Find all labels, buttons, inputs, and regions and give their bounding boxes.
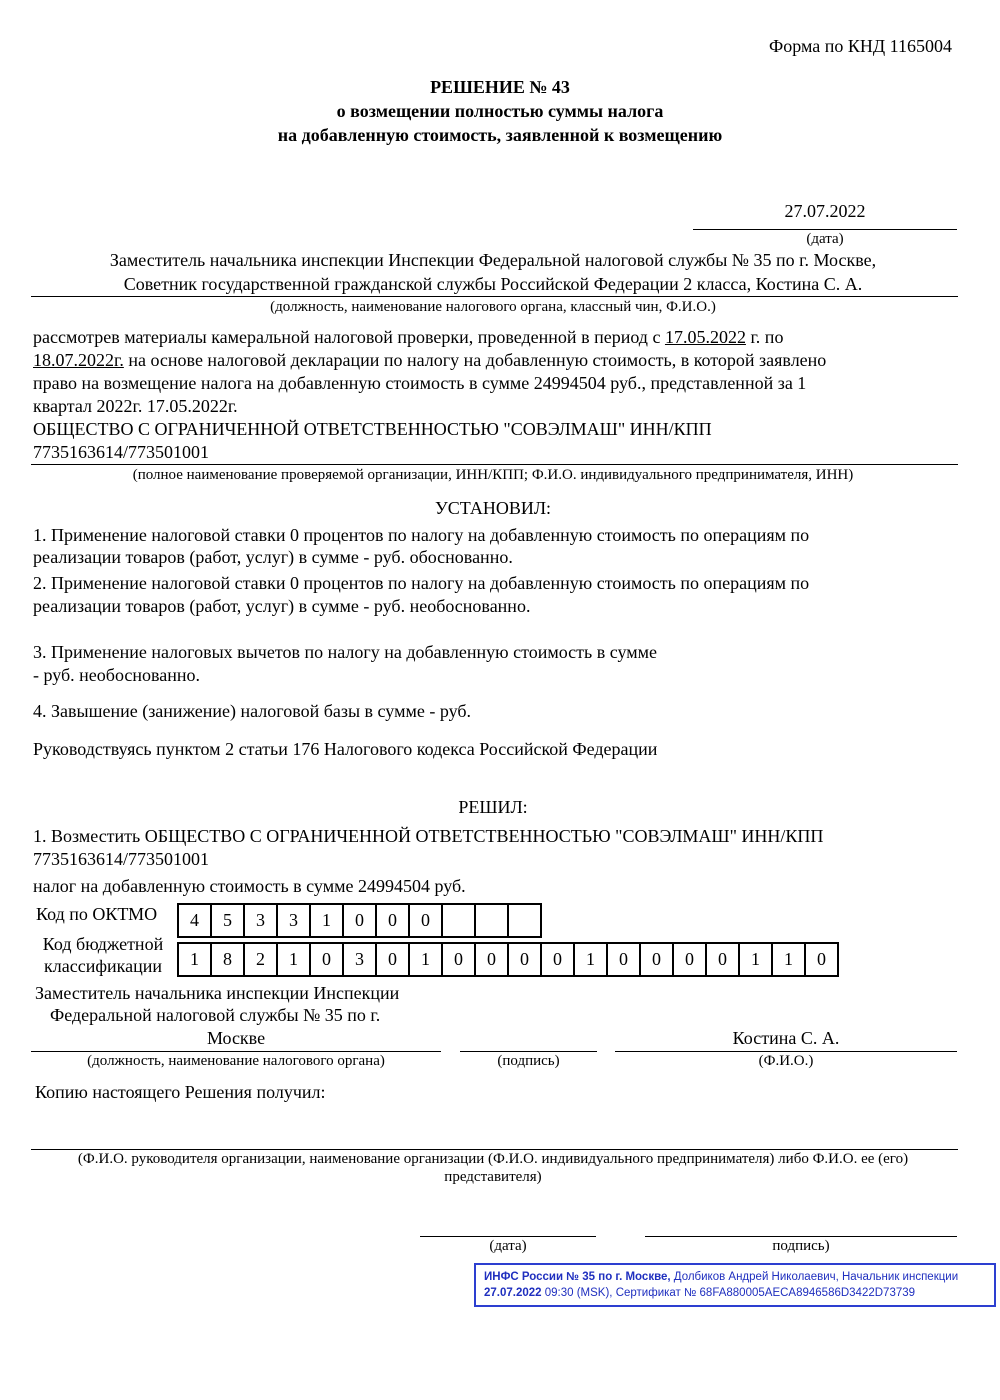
kbk-digit-cell: 1 <box>276 942 311 977</box>
oktmo-digit-cell: 1 <box>309 903 344 938</box>
kbk-digit-cell: 0 <box>639 942 674 977</box>
review-period-end: 18.07.2022г. <box>33 350 124 370</box>
title-subtitle-1: о возмещении полностью суммы налога <box>336 101 664 121</box>
established-p3-line-2: - руб. необоснованно. <box>33 665 201 685</box>
name-caption: (Ф.И.О.) <box>758 1053 814 1069</box>
copy-signature-line <box>645 1236 957 1237</box>
kbk-digit-cell: 0 <box>606 942 641 977</box>
established-p1-line-2: реализации товаров (работ, услуг) в сумме - руб. обоснованно. <box>33 547 513 567</box>
date-caption: (дата) <box>806 231 844 247</box>
kbk-digit-cell: 0 <box>540 942 575 977</box>
org-line-2: 7735163614/773501001 <box>33 442 210 462</box>
e-signature-stamp <box>474 1263 996 1307</box>
signer-position-line-3: Москве <box>206 1028 266 1048</box>
oktmo-digit-cell <box>474 903 509 938</box>
kbk-digit-cell: 0 <box>705 942 740 977</box>
established-heading: УСТАНОВИЛ: <box>434 498 552 518</box>
decided-line-2: 7735163614/773501001 <box>33 849 210 869</box>
kbk-digit-cell: 1 <box>738 942 773 977</box>
review-period-start: 17.05.2022 <box>664 327 746 347</box>
kbk-digit-cell: 0 <box>375 942 410 977</box>
oktmo-code-cells <box>177 903 540 938</box>
official-line <box>31 296 958 297</box>
review-text-1a: рассмотрев материалы камеральной налоговой проверки, проведенной в период с <box>33 327 665 347</box>
org-line <box>31 464 958 465</box>
kbk-code-cells <box>177 942 837 977</box>
kbk-digit-cell: 0 <box>507 942 542 977</box>
review-line-2 <box>33 350 826 371</box>
oktmo-digit-cell: 0 <box>342 903 377 938</box>
established-p1-line-1: 1. Применение налоговой ставки 0 процентов по налогу на добавленную стоимость по операциям по <box>33 525 810 545</box>
kbk-digit-cell: 1 <box>408 942 443 977</box>
kbk-digit-cell: 0 <box>672 942 707 977</box>
position-line <box>31 1051 441 1052</box>
form-code: Форма по КНД 1165004 <box>769 36 952 56</box>
oktmo-digit-cell: 0 <box>408 903 443 938</box>
guided-by: Руководствуясь пунктом 2 статьи 176 Налогового кодекса Российской Федерации <box>33 739 658 759</box>
review-text-1b: г. по <box>745 327 784 347</box>
review-line-1 <box>33 327 783 348</box>
recipient-caption-line-1: (Ф.И.О. руководителя организации, наименование организации (Ф.И.О. индивидуального предпринимателя) либо Ф.И.О. ее (его) <box>77 1151 909 1167</box>
review-text-2b: на основе налоговой декларации по налогу на добавленную стоимость, в которой заявлено <box>123 350 827 370</box>
signature-line <box>460 1051 597 1052</box>
kbk-digit-cell: 1 <box>771 942 806 977</box>
official-line-1: Заместитель начальника инспекции Инспекции Федеральной налоговой службы № 35 по г. Москве, <box>109 250 877 270</box>
oktmo-label: Код по ОКТМО <box>36 904 158 924</box>
kbk-digit-cell: 1 <box>177 942 212 977</box>
kbk-label-line-2: классификации <box>44 956 162 976</box>
oktmo-digit-cell <box>507 903 542 938</box>
decided-heading: РЕШИЛ: <box>458 797 528 817</box>
kbk-digit-cell: 2 <box>243 942 278 977</box>
stamp-org: ИНФС России № 35 по г. Москве, <box>484 1271 671 1283</box>
title-number: РЕШЕНИЕ № 43 <box>430 77 570 97</box>
review-line-4: квартал 2022г. 17.05.2022г. <box>33 396 238 416</box>
title-subtitle-2: на добавленную стоимость, заявленной к возмещению <box>277 125 723 145</box>
stamp-time-cert: 09:30 (MSK), Сертификат № 68FA880005AECA8946586D3422D73739 <box>541 1287 916 1299</box>
kbk-digit-cell: 3 <box>342 942 377 977</box>
stamp-line-2 <box>484 1285 986 1301</box>
established-p2-line-2: реализации товаров (работ, услуг) в сумме - руб. необоснованно. <box>33 596 531 616</box>
kbk-digit-cell: 0 <box>804 942 839 977</box>
established-p2-line-1: 2. Применение налоговой ставки 0 процентов по налогу на добавленную стоимость по операциям по <box>33 573 810 593</box>
kbk-digit-cell: 8 <box>210 942 245 977</box>
copy-signature-caption: подпись) <box>772 1238 830 1254</box>
oktmo-digit-cell: 0 <box>375 903 410 938</box>
established-p4: 4. Завышение (занижение) налоговой базы в сумме - руб. <box>33 701 472 721</box>
review-line-3: право на возмещение налога на добавленную стоимость в сумме 24994504 руб., представленной за 1 <box>33 373 807 393</box>
copy-date-caption: (дата) <box>489 1238 527 1254</box>
signer-position-line-2: Федеральной налоговой службы № 35 по г. <box>50 1005 381 1025</box>
established-p3-line-1: 3. Применение налоговых вычетов по налогу на добавленную стоимость в сумме <box>33 642 658 662</box>
signer-position-line-1: Заместитель начальника инспекции Инспекции <box>35 983 400 1003</box>
official-caption: (должность, наименование налогового органа, классный чин, Ф.И.О.) <box>270 299 716 315</box>
recipient-line <box>31 1149 958 1150</box>
decided-line-3: налог на добавленную стоимость в сумме 24994504 руб. <box>33 876 466 896</box>
stamp-date: 27.07.2022 <box>484 1287 542 1299</box>
decision-date: 27.07.2022 <box>784 201 866 221</box>
oktmo-digit-cell <box>441 903 476 938</box>
kbk-digit-cell: 0 <box>441 942 476 977</box>
date-line <box>693 229 957 230</box>
oktmo-digit-cell: 4 <box>177 903 212 938</box>
copy-date-line <box>420 1236 596 1237</box>
signer-name: Костина С. А. <box>732 1028 840 1048</box>
org-caption: (полное наименование проверяемой организации, ИНН/КПП; Ф.И.О. индивидуального предпринимателя, ИНН) <box>132 467 854 483</box>
name-line <box>615 1051 957 1052</box>
kbk-digit-cell: 0 <box>309 942 344 977</box>
oktmo-digit-cell: 3 <box>276 903 311 938</box>
kbk-label-line-1: Код бюджетной <box>42 934 164 954</box>
kbk-digit-cell: 1 <box>573 942 608 977</box>
oktmo-digit-cell: 3 <box>243 903 278 938</box>
official-line-2: Советник государственной гражданской службы Российской Федерации 2 класса, Костина С. А. <box>123 274 863 294</box>
copy-received: Копию настоящего Решения получил: <box>35 1082 326 1102</box>
stamp-signer: Долбиков Андрей Николаевич, Начальник инспекции <box>670 1271 959 1283</box>
position-caption: (должность, наименование налогового органа) <box>87 1053 385 1069</box>
decided-line-1: 1. Возместить ОБЩЕСТВО С ОГРАНИЧЕННОЙ ОТВЕТСТВЕННОСТЬЮ "СОВЭЛМАШ" ИНН/КПП <box>33 826 824 846</box>
signature-caption: (подпись) <box>497 1053 560 1069</box>
recipient-caption-line-2: представителя) <box>444 1169 542 1185</box>
org-line-1: ОБЩЕСТВО С ОГРАНИЧЕННОЙ ОТВЕТСТВЕННОСТЬЮ "СОВЭЛМАШ" ИНН/КПП <box>33 419 712 439</box>
kbk-digit-cell: 0 <box>474 942 509 977</box>
stamp-line-1 <box>484 1269 986 1285</box>
oktmo-digit-cell: 5 <box>210 903 245 938</box>
